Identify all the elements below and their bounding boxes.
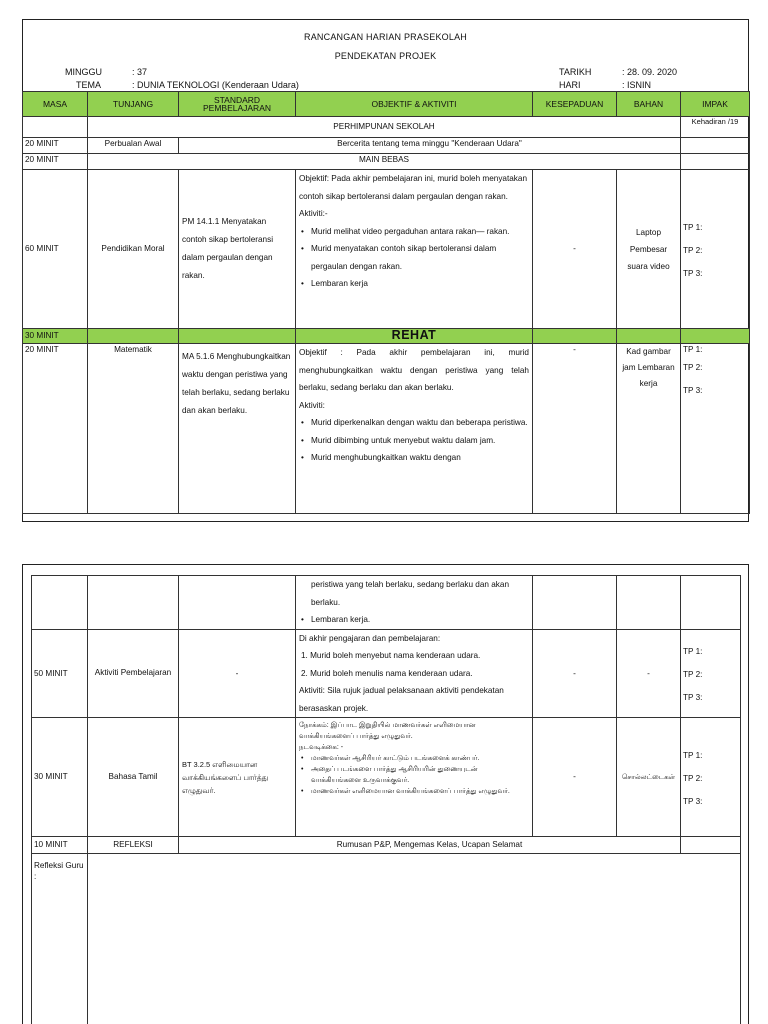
kesepaduan-cell: -: [533, 629, 617, 718]
document-title: RANCANGAN HARIAN PRASEKOLAH: [304, 32, 467, 42]
tp-label: TP 1:: [683, 647, 703, 657]
kesepaduan-cell: -: [533, 170, 617, 329]
tunjang-cell: Perbualan Awal: [88, 138, 179, 154]
standard-cell: PM 14.1.1 Menyatakan contoh sikap bertoleransi dalam pergaulan dengan rakan.: [179, 170, 296, 329]
document-subtitle: PENDEKATAN PROJEK: [334, 51, 437, 61]
plan-table-page2: [31, 575, 741, 1024]
tunjang-cell: Bahasa Tamil: [88, 718, 179, 837]
tunjang-cell: Matematik: [88, 344, 179, 514]
rehat-text: REHAT: [296, 329, 533, 344]
row-refleksi: [32, 837, 741, 854]
tp-label: TP 2:: [683, 670, 703, 680]
objektif-cell: [296, 629, 533, 718]
list-item: 2. Murid boleh menulis nama kenderaan udara.: [301, 668, 473, 678]
table-header-row: [23, 92, 750, 117]
impak-cell: [681, 718, 741, 837]
aktiviti-list: [299, 223, 529, 293]
header-masa: MASA: [23, 92, 88, 117]
list-item: 1. Murid boleh menyebut nama kenderaan udara.: [301, 651, 481, 660]
list-item: • Murid dibimbing untuk menyebut waktu dalam jam.: [299, 432, 529, 450]
objektif-text: Objektif : Pada akhir pembelajaran ini, murid menghubungkaitkan waktu dengan peristiwa yang telah berlaku, sedang berlaku dan akan berlaku.: [299, 348, 529, 392]
intro-text: Di akhir pengajaran dan pembelajaran:: [299, 633, 441, 643]
refleksi-guru-label: Refleksi Guru :: [32, 854, 88, 1024]
kehadiran-cell: Kehadiran /19: [681, 117, 750, 138]
tp-label: TP 3:: [683, 386, 703, 395]
objektif-cell: [296, 344, 533, 514]
row-perbualan: [23, 138, 750, 154]
row-rehat: [23, 329, 750, 344]
list-item: • Murid menghubungkaitkan waktu dengan: [299, 449, 529, 467]
tp-label: TP 2:: [683, 363, 703, 372]
list-item: • Lembaran kerja.: [299, 611, 529, 629]
header-objektif: OBJEKTIF & AKTIVITI: [296, 92, 533, 117]
tunjang-cell: REFLEKSI: [88, 837, 179, 854]
row-aktiviti-pembelajaran: [32, 629, 741, 718]
continuation-cell: [296, 576, 533, 630]
perbualan-text: Bercerita tentang tema minggu "Kenderaan Udara": [179, 138, 681, 154]
aktiviti-text: Aktiviti: Sila rujuk jadual pelaksanaan aktiviti pendekatan berasaskan projek.: [299, 686, 504, 713]
list-item: • Murid diperkenalkan dengan waktu dan beberapa peristiwa.: [299, 414, 529, 432]
row-perhimpunan: [23, 117, 750, 138]
tarikh-label: TARIKH: [559, 67, 592, 77]
impak-cell: [681, 629, 741, 718]
tp-label: TP 1:: [683, 751, 703, 760]
objektif-cell: [296, 718, 533, 837]
refleksi-guru-area: [88, 854, 741, 1024]
objektif-text: நோக்கம்: இப்பாட இறுதியில் மாணவர்கள் எளிமையான வாக்கியங்களைப் பார்த்து எழுதுவர்.: [299, 722, 476, 740]
impak-cell: [681, 170, 750, 329]
standard-cell: MA 5.1.6 Menghubungkaitkan waktu dengan peristiwa yang telah berlaku, sedang berlaku dan akan berlaku.: [179, 344, 296, 514]
kesepaduan-cell: -: [533, 344, 617, 514]
main-bebas-text: MAIN BEBAS: [88, 154, 681, 170]
aktiviti-label: Aktiviti:: [299, 400, 325, 410]
tp-label: TP 2:: [683, 774, 703, 783]
header-impak: IMPAK: [681, 92, 750, 117]
row-continuation: [32, 576, 741, 630]
list-item: • அதைப் படங்களை பார்த்து ஆசிரியரின் துணையுடன் வாக்கியங்களை உருவாக்குவர்.: [299, 764, 529, 786]
aktiviti-list: [299, 753, 529, 797]
tp-label: TP 1:: [683, 345, 703, 354]
minggu-label: MINGGU: [65, 67, 102, 77]
list-item: • Murid menyatakan contoh sikap bertoleransi dalam pergaulan dengan rakan.: [299, 240, 529, 275]
tema-value: : DUNIA TEKNOLOGI (Kenderaan Udara): [132, 80, 299, 90]
tp-label: TP 3:: [683, 269, 703, 278]
masa-cell: 20 MINIT: [23, 154, 88, 170]
header-tunjang: TUNJANG: [88, 92, 179, 117]
bahan-cell: சொல்லட்டைகள்: [617, 718, 681, 837]
masa-cell: 30 MINIT: [23, 329, 88, 344]
masa-cell: 50 MINIT: [32, 629, 88, 718]
tp-label: TP 3:: [683, 693, 703, 703]
tp-label: TP 2:: [683, 246, 703, 255]
masa-cell: 60 MINIT: [23, 170, 88, 329]
tp-label: TP 3:: [683, 797, 703, 806]
refleksi-text: Rumusan P&P, Mengemas Kelas, Ucapan Selamat: [179, 837, 681, 854]
header-kesepaduan: KESEPADUAN: [533, 92, 617, 117]
hari-label: HARI: [559, 80, 581, 90]
aktiviti-label: Aktiviti:-: [299, 209, 328, 218]
list-item: • Lembaran kerja: [299, 275, 529, 293]
masa-cell: 20 MINIT: [23, 138, 88, 154]
tp-label: TP 1:: [683, 223, 703, 232]
masa-cell: 20 MINIT: [23, 344, 88, 514]
objektif-list: [299, 647, 529, 682]
continuation-list: [299, 611, 529, 629]
masa-cell: 30 MINIT: [32, 718, 88, 837]
bahan-cell: Kad gambar jam Lembaran kerja: [617, 344, 681, 514]
kesepaduan-cell: -: [533, 718, 617, 837]
tema-label: TEMA: [76, 80, 102, 90]
aktiviti-label: நடவடிக்கை: -: [299, 744, 344, 751]
plan-table-page1: [22, 91, 750, 514]
header-bahan: BAHAN: [617, 92, 681, 117]
hari-value: : ISNIN: [622, 80, 652, 90]
tunjang-cell: Aktiviti Pembelajaran: [88, 629, 179, 718]
row-main-bebas: [23, 154, 750, 170]
row-bahasa-tamil: [32, 718, 741, 837]
perhimpunan-text: PERHIMPUNAN SEKOLAH: [88, 117, 681, 138]
aktiviti-list: [299, 414, 529, 467]
row-matematik: [23, 344, 750, 514]
list-item: • Murid melihat video pergaduhan antara rakan— rakan.: [299, 223, 529, 241]
impak-cell: [681, 344, 750, 514]
minggu-value: : 37: [132, 67, 148, 77]
objektif-cell: [296, 170, 533, 329]
header-standard: STANDARD PEMBELAJARAN: [179, 92, 296, 117]
list-item: • மாணவர்கள் ஆசிரியர் காட்டும் படங்களைக் காண்பர்.: [299, 753, 529, 764]
list-item: • மாணவர்கள் எளிமையான வாக்கியங்களைப் பார்த்து எழுதுவர்.: [299, 786, 529, 797]
bahan-cell: Laptop Pembesar suara video: [617, 170, 681, 329]
continuation-text: peristiwa yang telah berlaku, sedang berlaku dan akan berlaku.: [311, 580, 509, 607]
masa-cell: 10 MINIT: [32, 837, 88, 854]
standard-cell: -: [179, 629, 296, 718]
row-refleksi-guru: [32, 854, 741, 1024]
row-pendidikan-moral: [23, 170, 750, 329]
tarikh-value: : 28. 09. 2020: [622, 67, 678, 77]
objektif-text: Objektif: Pada akhir pembelajaran ini, murid boleh menyatakan contoh sikap bertoleransi dalam pergaulan dengan rakan.: [299, 174, 528, 201]
bahan-cell: -: [617, 629, 681, 718]
standard-cell: BT 3.2.5 எளிமையான வாக்கியங்களைப் பார்த்து எழுதுவர்.: [179, 718, 296, 837]
tunjang-cell: Pendidikan Moral: [88, 170, 179, 329]
